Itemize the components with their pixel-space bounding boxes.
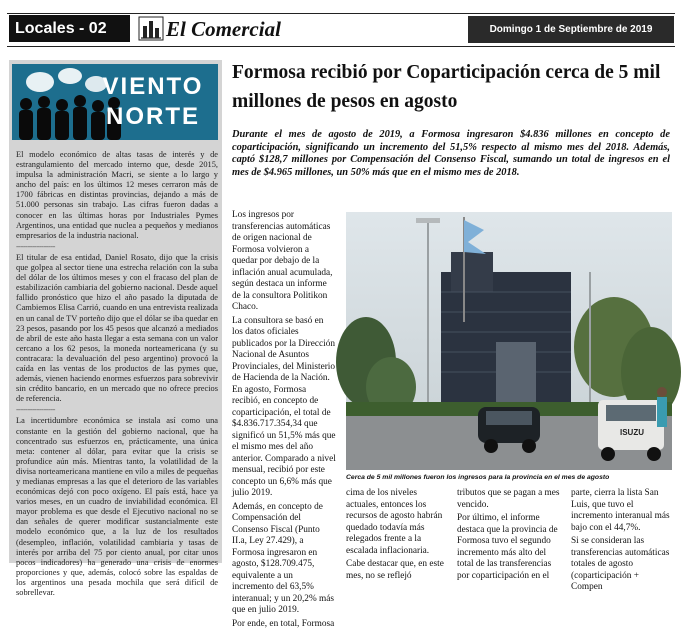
article-paragraph: Si se consideran las transferencias automáticas totales de agosto (coparticipación + Compen <box>571 536 672 594</box>
article-column-4 <box>571 488 672 563</box>
article-lead: Durante el mes de agosto de 2019, a Formosa ingresaron $4.836 millones en concepto de coparticipación, significando un incremento del 51,5% respecto al mismo mes del 2018. Además, captó $128,7 millones por Compensación del Consenso Fiscal, sumando un total de ingresos en el mes de $4.965 millones, un 50% más que en el mismo mes de 2018. <box>232 129 670 179</box>
article-photo <box>346 212 672 470</box>
article-paragraph: Cabe destacar que, en este mes, no se reflejó <box>346 559 448 582</box>
article-paragraph: La consultora se basó en los datos oficiales publicados por la Dirección Nacional de Asuntos Provinciales, del Ministerio de Hacienda de la Nación. En agosto, Formosa recibió, en concepto de coparticipación, el total de $4.836.717.354,34 que significó un 51,5% más que el mismo mes del año anterior. Comparado a nivel mensual, recibió por este concepto un 6,6% más que julio 2019. <box>232 316 336 500</box>
article-column-3 <box>457 488 561 563</box>
article-paragraph: cima de los niveles actuales, entonces los recursos de agosto habrán quedado todavía más relegados frente a la escalada inflacionaria. <box>346 488 448 557</box>
article-paragraph: Por ende, en total, Formosa <box>232 619 336 630</box>
divider: ----------------- <box>16 242 218 252</box>
article-paragraph: Los ingresos por transferencias automáticas de origen nacional de Formosa volvieron a quedar por debajo de la inflación anual acumulada, según destaca un informe de la consultora Politikon Chaco. <box>232 210 336 314</box>
issue-date: Domingo 1 de Septiembre de 2019 <box>468 16 674 43</box>
opinion-paragraph: El modelo económico de altas tasas de interés y de estrangulamiento del mercado interno que, desde 2015, impulsa la administración Macri, se siente a lo largo y ancho del país: en los últimos 12 meses cerraron más de 1700 fábricas en distintas provincias, dejando a más de 51.000 personas sin trabajo. Las cifras fueron dadas a conocer en las últimas horas por Industriales Pymes Argentinos, una entidad que nuclea a pequeños y medianos empresarios de la industria nacional. <box>16 150 218 241</box>
article-paragraph: parte, cierra la lista San Luis, que tuvo el incremento interanual más bajo con el 44,7%. <box>571 488 672 534</box>
article-paragraph: tributos que se pagan a mes vencido. <box>457 488 561 511</box>
opinion-paragraph: La incertidumbre económica se instala así como una constante en la gestión del gobierno nacional, que ha concentrado sus esfuerzos en, prácticamente, una única meta: contener al dólar, para evitar que la crisis se profundice aún más. Mientras tanto, la volatilidad de la divisa norteamericana mantiene en vilo a miles de pequeñas y medianas empresas a las que el deterioro de las variables económicas dejó con poco oxígeno. El país está, hace ya varios meses, en un cuadro de inviabilidad económica. El mayor problema es que desde el Ejecutivo nacional no se dan señales de querer modificar sustancialmente este modelo económico que, a la luz de los resultados (desempleo, inflación, volatilidad cambiaria y tasas de interés por arriba del 75 por ciento anual, por citar unos pocos indicadores) ha generado una crisis de enormes proporciones y que, además, colocó sobre las espaldas de los argentinos una pesada mochila que será difícil de sobrellevar. <box>16 416 218 598</box>
column-banner-title-line2: NORTE <box>92 102 214 132</box>
article-column-1 <box>232 210 336 563</box>
column-banner <box>12 64 218 140</box>
article-paragraph: Además, en concepto de Compensación del Consenso Fiscal (Punto II.a, Ley 27.429), a Formosa ingresaron en agosto, $128.709.475, equivalente a un incremento del 63,5% interanual; y un 20,2% más que en julio 2019. <box>232 502 336 617</box>
divider: ----------------- <box>16 405 218 415</box>
article-column-2 <box>346 488 448 563</box>
opinion-column-text <box>16 150 218 563</box>
article-paragraph: Por último, el informe destaca que la provincia de Formosa tuvo el segundo incremento más alto del total de las transferencias por coparticipación en el <box>457 513 561 582</box>
newspaper-logo-icon <box>138 16 164 41</box>
photo-caption: Cerca de 5 mil millones fueron los ingresos para la provincia en el mes de agosto <box>346 473 672 482</box>
column-banner-title-line1: VIENTO <box>92 72 214 102</box>
opinion-paragraph: El titular de esa entidad, Daniel Rosato, dijo que la crisis que golpea al sector tiene una estrecha relación con la suba del dólar de los últimos meses y con el fracaso del plan de estabilización cambiaria del gobierno nacional. Desde aquel fallido pronóstico que hizo el año pasado la diputada de Cambiemos Elisa Carrió, cuando en una entrevista realizada en un canal de TV porteño dijo que el dólar se iba quedar en 23 pesos, pasando por los 45 pesos que alcanzó a mediados de abril de este año hasta llegar a esta semana con un valor cercano a los 62 pesos, la moneda norteamericana (y su contracara: la devaluación del peso argentino) provocó la caída en las ventas de los productos de las pymes que, además, vienen haciendo enormes esfuerzos para sobrevivir sin crédito bancario, en un mercado que no ofrece precios de referencia. <box>16 253 218 404</box>
truck-brand-text: ISUZU <box>620 428 644 437</box>
newspaper-name: El Comercial <box>166 17 281 41</box>
article-headline: Formosa recibió por Coparticipación cerca de 5 mil millones de pesos en agosto <box>232 58 670 116</box>
section-label: Locales - 02 <box>9 15 130 42</box>
column-banner-title <box>92 72 214 132</box>
